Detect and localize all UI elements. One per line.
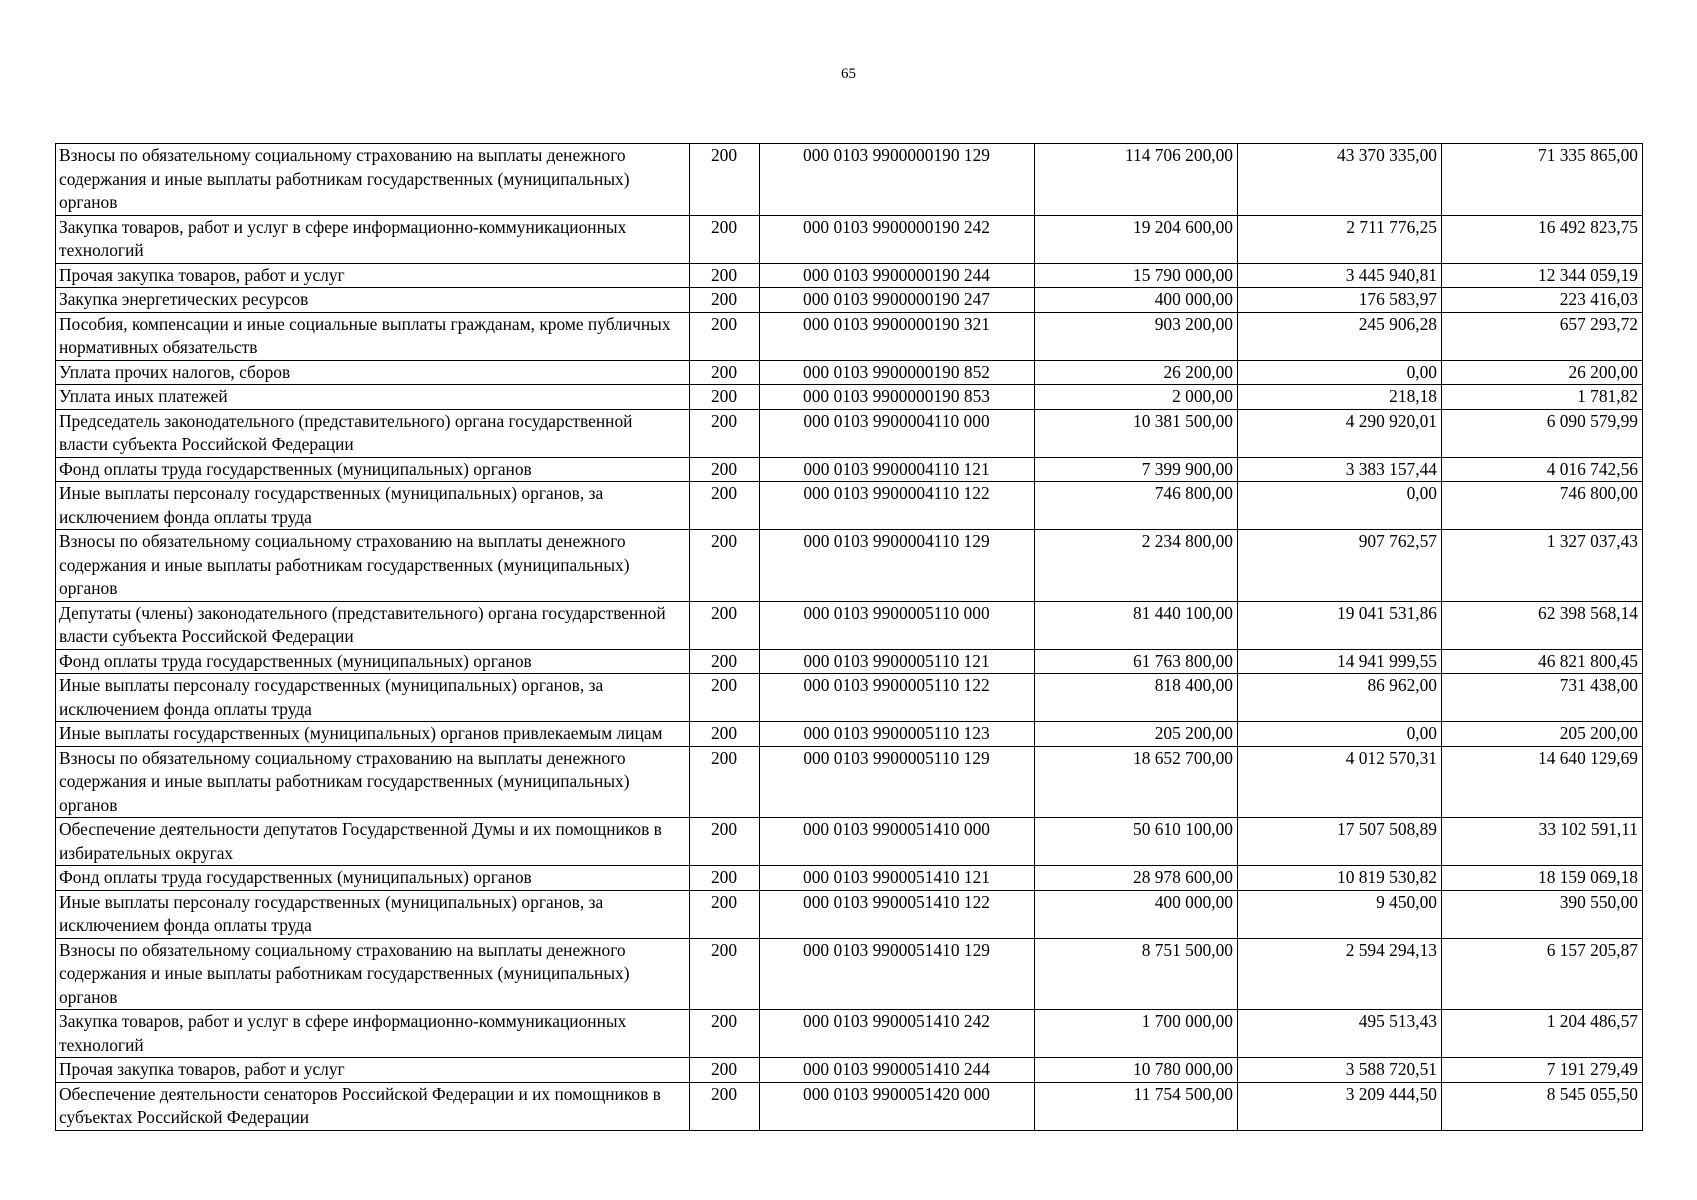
row-approved-cell: 8 751 500,00 <box>1035 938 1238 1010</box>
table-row <box>56 288 1643 313</box>
table-row <box>56 409 1643 457</box>
table-row <box>56 1010 1643 1058</box>
row-budget-code-cell: 000 0103 9900051420 000 <box>760 1082 1035 1130</box>
row-line-code-cell: 200 <box>690 866 760 891</box>
row-line-code-cell: 200 <box>690 530 760 602</box>
budget-execution-table <box>55 143 1643 1131</box>
table-row <box>56 722 1643 747</box>
row-budget-code-cell: 000 0103 9900004110 121 <box>760 457 1035 482</box>
row-approved-cell: 10 381 500,00 <box>1035 409 1238 457</box>
row-budget-code-cell: 000 0103 9900005110 000 <box>760 601 1035 649</box>
row-unexecuted-cell: 205 200,00 <box>1442 722 1643 747</box>
row-unexecuted-cell: 390 550,00 <box>1442 890 1643 938</box>
row-executed-cell: 19 041 531,86 <box>1238 601 1442 649</box>
row-budget-code-cell: 000 0103 9900004110 122 <box>760 482 1035 530</box>
row-executed-cell: 2 594 294,13 <box>1238 938 1442 1010</box>
row-approved-cell: 7 399 900,00 <box>1035 457 1238 482</box>
row-budget-code-cell: 000 0103 9900005110 123 <box>760 722 1035 747</box>
table-row <box>56 1058 1643 1083</box>
row-name-cell: Закупка энергетических ресурсов <box>56 288 690 313</box>
row-executed-cell: 245 906,28 <box>1238 312 1442 360</box>
row-line-code-cell: 200 <box>690 482 760 530</box>
row-unexecuted-cell: 7 191 279,49 <box>1442 1058 1643 1083</box>
row-unexecuted-cell: 46 821 800,45 <box>1442 649 1643 674</box>
row-budget-code-cell: 000 0103 9900000190 852 <box>760 360 1035 385</box>
row-unexecuted-cell: 1 327 037,43 <box>1442 530 1643 602</box>
row-budget-code-cell: 000 0103 9900004110 000 <box>760 409 1035 457</box>
row-executed-cell: 3 445 940,81 <box>1238 263 1442 288</box>
row-budget-code-cell: 000 0103 9900000190 321 <box>760 312 1035 360</box>
table-row <box>56 482 1643 530</box>
row-executed-cell: 907 762,57 <box>1238 530 1442 602</box>
row-unexecuted-cell: 16 492 823,75 <box>1442 215 1643 263</box>
row-line-code-cell: 200 <box>690 938 760 1010</box>
row-approved-cell: 818 400,00 <box>1035 674 1238 722</box>
row-approved-cell: 11 754 500,00 <box>1035 1082 1238 1130</box>
row-approved-cell: 400 000,00 <box>1035 890 1238 938</box>
row-approved-cell: 10 780 000,00 <box>1035 1058 1238 1083</box>
row-approved-cell: 81 440 100,00 <box>1035 601 1238 649</box>
row-executed-cell: 2 711 776,25 <box>1238 215 1442 263</box>
row-executed-cell: 4 290 920,01 <box>1238 409 1442 457</box>
row-unexecuted-cell: 6 157 205,87 <box>1442 938 1643 1010</box>
row-budget-code-cell: 000 0103 9900051410 121 <box>760 866 1035 891</box>
row-line-code-cell: 200 <box>690 818 760 866</box>
table-row <box>56 866 1643 891</box>
table-row <box>56 312 1643 360</box>
row-unexecuted-cell: 4 016 742,56 <box>1442 457 1643 482</box>
row-approved-cell: 400 000,00 <box>1035 288 1238 313</box>
row-budget-code-cell: 000 0103 9900000190 853 <box>760 385 1035 410</box>
row-line-code-cell: 200 <box>690 674 760 722</box>
row-approved-cell: 205 200,00 <box>1035 722 1238 747</box>
row-approved-cell: 28 978 600,00 <box>1035 866 1238 891</box>
row-budget-code-cell: 000 0103 9900051410 244 <box>760 1058 1035 1083</box>
row-name-cell: Взносы по обязательному социальному страхованию на выплаты денежного содержания и иные выплаты работникам государственных (муниципальных) органов <box>56 530 690 602</box>
row-budget-code-cell: 000 0103 9900051410 129 <box>760 938 1035 1010</box>
row-unexecuted-cell: 1 781,82 <box>1442 385 1643 410</box>
row-unexecuted-cell: 731 438,00 <box>1442 674 1643 722</box>
table-row <box>56 938 1643 1010</box>
row-line-code-cell: 200 <box>690 263 760 288</box>
row-name-cell: Фонд оплаты труда государственных (муниципальных) органов <box>56 457 690 482</box>
row-line-code-cell: 200 <box>690 360 760 385</box>
row-name-cell: Прочая закупка товаров, работ и услуг <box>56 1058 690 1083</box>
row-line-code-cell: 200 <box>690 890 760 938</box>
row-approved-cell: 1 700 000,00 <box>1035 1010 1238 1058</box>
row-approved-cell: 746 800,00 <box>1035 482 1238 530</box>
row-line-code-cell: 200 <box>690 385 760 410</box>
row-unexecuted-cell: 6 090 579,99 <box>1442 409 1643 457</box>
row-budget-code-cell: 000 0103 9900004110 129 <box>760 530 1035 602</box>
row-executed-cell: 3 383 157,44 <box>1238 457 1442 482</box>
row-line-code-cell: 200 <box>690 1010 760 1058</box>
row-unexecuted-cell: 746 800,00 <box>1442 482 1643 530</box>
row-approved-cell: 50 610 100,00 <box>1035 818 1238 866</box>
row-name-cell: Уплата прочих налогов, сборов <box>56 360 690 385</box>
row-executed-cell: 86 962,00 <box>1238 674 1442 722</box>
row-unexecuted-cell: 18 159 069,18 <box>1442 866 1643 891</box>
row-name-cell: Взносы по обязательному социальному страхованию на выплаты денежного содержания и иные выплаты работникам государственных (муниципальных) органов <box>56 144 690 216</box>
row-line-code-cell: 200 <box>690 649 760 674</box>
row-approved-cell: 15 790 000,00 <box>1035 263 1238 288</box>
row-executed-cell: 3 588 720,51 <box>1238 1058 1442 1083</box>
row-executed-cell: 4 012 570,31 <box>1238 746 1442 818</box>
row-line-code-cell: 200 <box>690 144 760 216</box>
row-line-code-cell: 200 <box>690 746 760 818</box>
row-name-cell: Закупка товаров, работ и услуг в сфере информационно-коммуникационных технологий <box>56 215 690 263</box>
table-row <box>56 746 1643 818</box>
row-name-cell: Иные выплаты государственных (муниципальных) органов привлекаемым лицам <box>56 722 690 747</box>
row-line-code-cell: 200 <box>690 722 760 747</box>
row-name-cell: Председатель законодательного (представительного) органа государственной власти субъекта Российской Федерации <box>56 409 690 457</box>
row-unexecuted-cell: 14 640 129,69 <box>1442 746 1643 818</box>
row-name-cell: Иные выплаты персоналу государственных (муниципальных) органов, за исключением фонда оплаты труда <box>56 674 690 722</box>
row-budget-code-cell: 000 0103 9900051410 122 <box>760 890 1035 938</box>
row-budget-code-cell: 000 0103 9900000190 247 <box>760 288 1035 313</box>
row-line-code-cell: 200 <box>690 215 760 263</box>
table-row <box>56 818 1643 866</box>
row-budget-code-cell: 000 0103 9900000190 244 <box>760 263 1035 288</box>
row-budget-code-cell: 000 0103 9900005110 121 <box>760 649 1035 674</box>
row-unexecuted-cell: 71 335 865,00 <box>1442 144 1643 216</box>
row-unexecuted-cell: 8 545 055,50 <box>1442 1082 1643 1130</box>
row-budget-code-cell: 000 0103 9900051410 000 <box>760 818 1035 866</box>
table-row <box>56 144 1643 216</box>
row-unexecuted-cell: 223 416,03 <box>1442 288 1643 313</box>
row-name-cell: Уплата иных платежей <box>56 385 690 410</box>
row-executed-cell: 218,18 <box>1238 385 1442 410</box>
row-name-cell: Фонд оплаты труда государственных (муниципальных) органов <box>56 866 690 891</box>
row-line-code-cell: 200 <box>690 1082 760 1130</box>
row-executed-cell: 9 450,00 <box>1238 890 1442 938</box>
row-executed-cell: 495 513,43 <box>1238 1010 1442 1058</box>
row-line-code-cell: 200 <box>690 312 760 360</box>
row-unexecuted-cell: 12 344 059,19 <box>1442 263 1643 288</box>
row-name-cell: Пособия, компенсации и иные социальные выплаты гражданам, кроме публичных нормативных обязательств <box>56 312 690 360</box>
table-row <box>56 890 1643 938</box>
row-executed-cell: 3 209 444,50 <box>1238 1082 1442 1130</box>
table-body <box>56 144 1643 1131</box>
row-line-code-cell: 200 <box>690 288 760 313</box>
row-approved-cell: 26 200,00 <box>1035 360 1238 385</box>
row-budget-code-cell: 000 0103 9900000190 129 <box>760 144 1035 216</box>
row-name-cell: Иные выплаты персоналу государственных (муниципальных) органов, за исключением фонда оплаты труда <box>56 890 690 938</box>
table-row <box>56 601 1643 649</box>
row-executed-cell: 43 370 335,00 <box>1238 144 1442 216</box>
table-row <box>56 530 1643 602</box>
row-executed-cell: 14 941 999,55 <box>1238 649 1442 674</box>
row-executed-cell: 176 583,97 <box>1238 288 1442 313</box>
table-row <box>56 360 1643 385</box>
row-approved-cell: 18 652 700,00 <box>1035 746 1238 818</box>
row-budget-code-cell: 000 0103 9900005110 129 <box>760 746 1035 818</box>
table-row <box>56 263 1643 288</box>
row-approved-cell: 61 763 800,00 <box>1035 649 1238 674</box>
row-unexecuted-cell: 1 204 486,57 <box>1442 1010 1643 1058</box>
row-approved-cell: 903 200,00 <box>1035 312 1238 360</box>
row-name-cell: Фонд оплаты труда государственных (муниципальных) органов <box>56 649 690 674</box>
row-name-cell: Закупка товаров, работ и услуг в сфере информационно-коммуникационных технологий <box>56 1010 690 1058</box>
table-row <box>56 215 1643 263</box>
row-approved-cell: 19 204 600,00 <box>1035 215 1238 263</box>
row-executed-cell: 0,00 <box>1238 360 1442 385</box>
table-row <box>56 1082 1643 1130</box>
row-executed-cell: 0,00 <box>1238 482 1442 530</box>
row-name-cell: Взносы по обязательному социальному страхованию на выплаты денежного содержания и иные выплаты работникам государственных (муниципальных) органов <box>56 938 690 1010</box>
row-budget-code-cell: 000 0103 9900000190 242 <box>760 215 1035 263</box>
row-unexecuted-cell: 657 293,72 <box>1442 312 1643 360</box>
table-row <box>56 457 1643 482</box>
row-unexecuted-cell: 26 200,00 <box>1442 360 1643 385</box>
row-line-code-cell: 200 <box>690 457 760 482</box>
row-name-cell: Взносы по обязательному социальному страхованию на выплаты денежного содержания и иные выплаты работникам государственных (муниципальных) органов <box>56 746 690 818</box>
row-executed-cell: 10 819 530,82 <box>1238 866 1442 891</box>
row-approved-cell: 2 234 800,00 <box>1035 530 1238 602</box>
row-name-cell: Депутаты (члены) законодательного (представительного) органа государственной власти субъекта Российской Федерации <box>56 601 690 649</box>
row-name-cell: Обеспечение деятельности депутатов Государственной Думы и их помощников в избирательных округах <box>56 818 690 866</box>
row-name-cell: Иные выплаты персоналу государственных (муниципальных) органов, за исключением фонда оплаты труда <box>56 482 690 530</box>
row-budget-code-cell: 000 0103 9900051410 242 <box>760 1010 1035 1058</box>
table-row <box>56 674 1643 722</box>
page-number: 65 <box>841 66 856 82</box>
row-unexecuted-cell: 33 102 591,11 <box>1442 818 1643 866</box>
row-name-cell: Прочая закупка товаров, работ и услуг <box>56 263 690 288</box>
table-row <box>56 649 1643 674</box>
row-budget-code-cell: 000 0103 9900005110 122 <box>760 674 1035 722</box>
row-line-code-cell: 200 <box>690 409 760 457</box>
row-unexecuted-cell: 62 398 568,14 <box>1442 601 1643 649</box>
row-executed-cell: 0,00 <box>1238 722 1442 747</box>
row-line-code-cell: 200 <box>690 601 760 649</box>
row-approved-cell: 2 000,00 <box>1035 385 1238 410</box>
row-name-cell: Обеспечение деятельности сенаторов Российской Федерации и их помощников в субъектах Российской Федерации <box>56 1082 690 1130</box>
row-line-code-cell: 200 <box>690 1058 760 1083</box>
row-executed-cell: 17 507 508,89 <box>1238 818 1442 866</box>
table-row <box>56 385 1643 410</box>
row-approved-cell: 114 706 200,00 <box>1035 144 1238 216</box>
